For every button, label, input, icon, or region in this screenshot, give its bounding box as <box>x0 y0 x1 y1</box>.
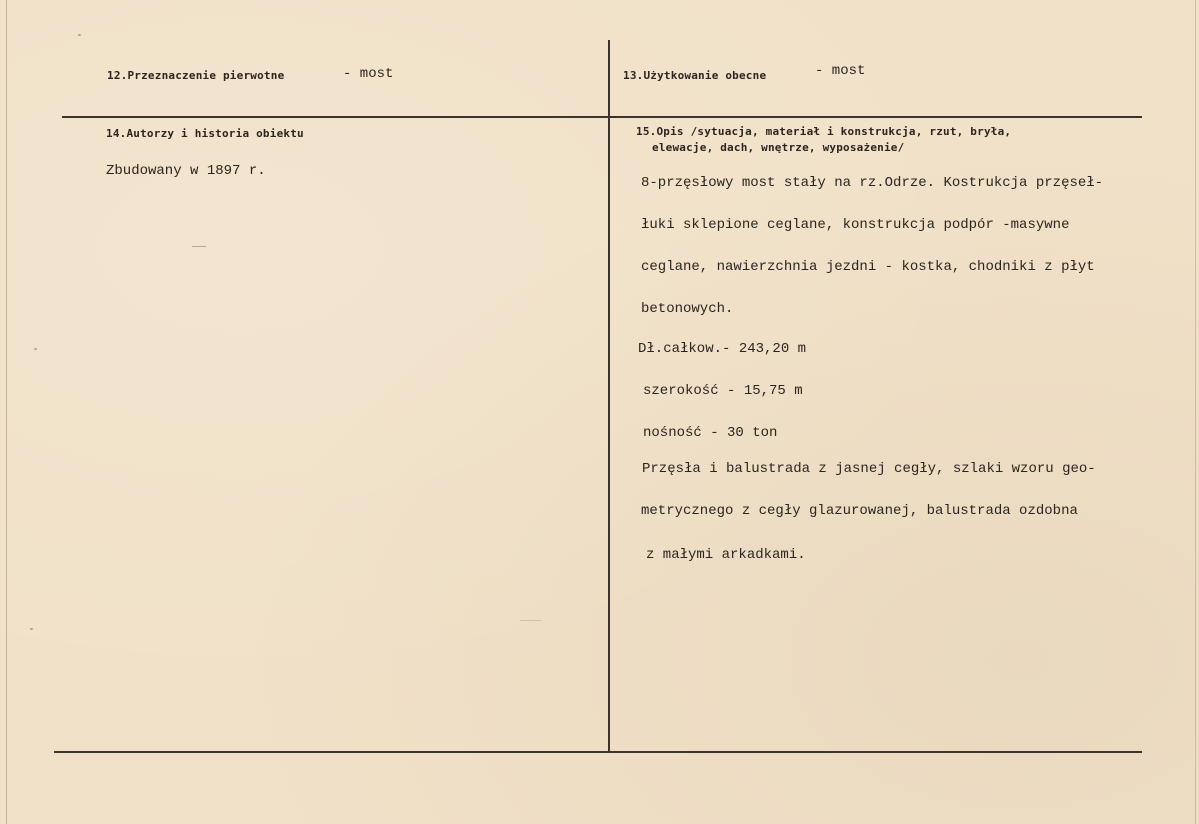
description-line: Przęsła i balustrada z jasnej cegły, szlaki wzoru geo- <box>642 461 1096 477</box>
card-right-edge <box>1195 0 1196 824</box>
description-line: metrycznego z cegły glazurowanej, balustrada ozdobna <box>641 503 1078 519</box>
description-line: nośność - 30 ton <box>643 425 778 441</box>
paper-speck <box>520 620 542 621</box>
field-13-label: 13.Użytkowanie obecne <box>623 69 767 82</box>
description-line: szerokość - 15,75 m <box>643 383 803 399</box>
description-line: Dł.całkow.- 243,20 m <box>638 341 807 357</box>
field-12-value: - most <box>343 66 394 82</box>
field-12-label: 12.Przeznaczenie pierwotne <box>107 69 285 82</box>
description-line: łuki sklepione ceglane, konstrukcja podpór -masywne <box>641 217 1070 233</box>
field-14-text: Zbudowany w 1897 r. <box>106 163 266 179</box>
paper-speck <box>30 628 33 630</box>
bottom-horizontal-rule <box>54 751 1142 753</box>
paper-speck <box>34 348 37 350</box>
description-line: betonowych. <box>641 301 734 317</box>
top-horizontal-rule <box>62 116 1142 118</box>
card-left-edge <box>6 0 7 824</box>
description-line: ceglane, nawierzchnia jezdni - kostka, chodniki z płyt <box>641 259 1095 275</box>
description-line: 8-przęsłowy most stały na rz.Odrze. Kostrukcja przęseł- <box>641 175 1104 191</box>
paper-speck <box>78 34 81 36</box>
stray-mark <box>192 246 206 247</box>
field-15-label-line-2: elewacje, dach, wnętrze, wyposażenie/ <box>652 141 905 154</box>
field-15-label-line-1: 15.Opis /sytuacja, materiał i konstrukcja, rzut, bryła, <box>636 125 1012 138</box>
description-line: z małymi arkadkami. <box>646 547 806 563</box>
center-vertical-rule <box>608 40 610 753</box>
field-13-value: - most <box>815 63 866 79</box>
field-14-label: 14.Autorzy i historia obiektu <box>106 127 304 140</box>
